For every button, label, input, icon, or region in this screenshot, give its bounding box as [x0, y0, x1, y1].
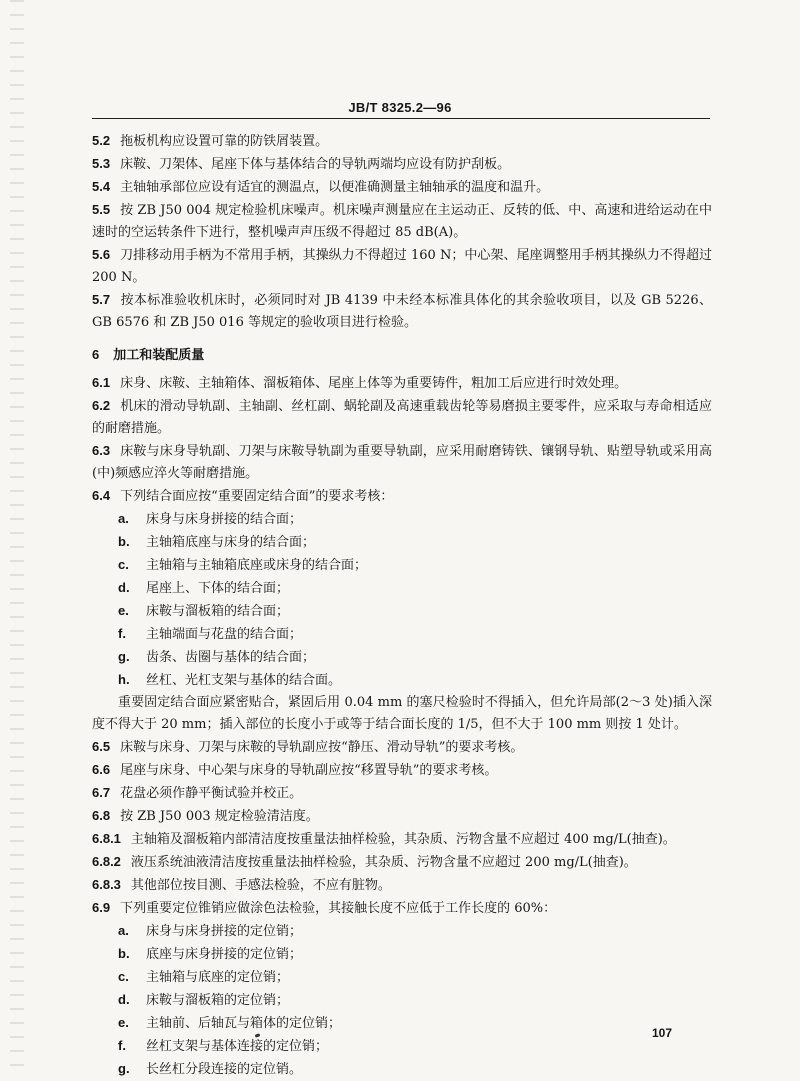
clause-text: 下列结合面应按“重要固定结合面”的要求考核： [120, 489, 394, 504]
list-item [92, 943, 712, 966]
clause-number: 6.8.3 [92, 877, 121, 892]
clause-text: 床鞍、刀架体、尾座下体与基体结合的导轨两端均应设有防护刮板。 [120, 157, 511, 172]
clause [92, 199, 712, 244]
list-item [92, 989, 712, 1012]
clause-text: 床鞍与床身导轨副、刀架与床鞍导轨副为重要导轨副，应采用耐磨铸铁、镶钢导轨、贴塑导轨或采用高(中)频感应淬火等耐磨措施。 [92, 444, 712, 481]
clause-note: 重要固定结合面应紧密贴合，紧固后用 0.04 mm 的塞尺检验时不得插入，但允许局部(2～3 处)插入深度不得大于 20 mm；插入部位的长度小于或等于结合面长度的 1/5，但不大于 100 mm 则按 1 处计。 [92, 695, 712, 732]
list-text: 丝杠、光杠支架与基体的结合面。 [146, 673, 342, 688]
list-text: 底座与床身拼接的定位销； [146, 947, 303, 962]
clause-text: 按 ZB J50 003 规定检验清洁度。 [120, 809, 319, 824]
list-item [92, 600, 712, 623]
clause-text: 床身、床鞍、主轴箱体、溜板箱体、尾座上体等为重要铸件，粗加工后应进行时效处理。 [120, 376, 628, 391]
list-letter: d. [118, 580, 130, 595]
list-item [92, 577, 712, 600]
list-item [92, 646, 712, 669]
header-rule [92, 118, 710, 119]
list-text: 床身与床身拼接的结合面； [146, 512, 303, 527]
clause-number: 5.7 [92, 292, 111, 307]
list-text: 齿条、齿圈与基体的结合面； [146, 650, 316, 665]
clause-number: 5.2 [92, 133, 111, 148]
list-text: 主轴箱底座与床身的结合面； [146, 535, 316, 550]
clause-number: 5.3 [92, 156, 111, 171]
list-text: 床鞍与溜板箱的定位销； [146, 993, 290, 1008]
clause-text: 尾座与床身、中心架与床身的导轨副应按“移置导轨”的要求考核。 [120, 763, 498, 778]
list-letter: g. [118, 1061, 130, 1076]
clause [92, 485, 712, 508]
clause [92, 176, 712, 199]
section-number: 6 [92, 347, 100, 362]
clause [92, 805, 712, 828]
clause [92, 395, 712, 440]
list-letter: g. [118, 649, 130, 664]
clause-text: 液压系统油液清洁度按重量法抽样检验，其杂质、污物含量不应超过 200 mg/L(抽查)。 [130, 855, 637, 870]
list-letter: c. [118, 969, 129, 984]
clause [92, 851, 712, 874]
list-item [92, 1012, 712, 1035]
page-header: JB/T 8325.2—96 [348, 100, 452, 115]
clause-number: 6.7 [92, 785, 111, 800]
list-letter: d. [118, 992, 130, 1007]
clause-number: 6.9 [92, 900, 111, 915]
list-text: 主轴箱与主轴箱底座或床身的结合面； [146, 558, 368, 573]
list-letter: e. [118, 603, 129, 618]
clause-text: 花盘必须作静平衡试验并校正。 [120, 786, 303, 801]
list-item [92, 966, 712, 989]
clause-text: 机床的滑动导轨副、主轴副、丝杠副、蜗轮副及高速重载齿轮等易磨损主要零件，应采取与寿命相适应的耐磨措施。 [92, 399, 712, 436]
document-body [92, 130, 712, 1081]
clause-number: 6.5 [92, 739, 111, 754]
clause-text: 拖板机构应设置可靠的防铁屑装置。 [120, 134, 329, 149]
clause [92, 244, 712, 289]
clause [92, 759, 712, 782]
list-item [92, 554, 712, 577]
list-letter: h. [118, 672, 130, 687]
binding-edge [10, 0, 24, 1072]
list-item [92, 1058, 712, 1081]
clause [92, 289, 712, 334]
clause-text: 刀排移动用手柄为不常用手柄，其操纵力不得超过 160 N；中心架、尾座调整用手柄其操纵力不得超过 200 N。 [92, 248, 712, 285]
clause [92, 130, 712, 153]
section-heading [92, 344, 712, 366]
clause [92, 153, 712, 176]
clause-number: 6.8.1 [92, 831, 121, 846]
list-letter: b. [118, 946, 130, 961]
clause-number: 6.8.2 [92, 854, 121, 869]
clause [92, 372, 712, 395]
clause [92, 828, 712, 851]
clause-number: 6.1 [92, 375, 111, 390]
clause-number: 5.5 [92, 202, 111, 217]
clause [92, 897, 712, 920]
list-letter: e. [118, 1015, 129, 1030]
list-text: 尾座上、下体的结合面； [146, 581, 290, 596]
list-text: 主轴前、后轴瓦与箱体的定位销； [146, 1016, 342, 1031]
list-letter: a. [118, 923, 129, 938]
list-item [92, 508, 712, 531]
clause-text: 主轴轴承部位应设有适宜的测温点，以便准确测量主轴轴承的温度和温升。 [120, 180, 550, 195]
clause-text: 按本标准验收机床时，必须同时对 JB 4139 中未经本标准具体化的其余验收项目，以及 GB 5226、GB 6576 和 ZB J50 016 等规定的验收项目进行检验。 [92, 293, 712, 330]
clause-number: 6.3 [92, 443, 111, 458]
clause-number: 6.8 [92, 808, 111, 823]
clause [92, 440, 712, 485]
list-item [92, 920, 712, 943]
list-letter: f. [118, 626, 126, 641]
list-item [92, 531, 712, 554]
clause-number: 6.2 [92, 398, 111, 413]
list-text: 床身与床身拼接的定位销； [146, 924, 303, 939]
list-item [92, 623, 712, 646]
list-text: 主轴端面与花盘的结合面； [146, 627, 303, 642]
clause-number: 6.6 [92, 762, 111, 777]
clause-number: 5.6 [92, 247, 111, 262]
clause-text: 下列重要定位锥销应做涂色法检验，其接触长度不应低于工作长度的 60%： [120, 901, 557, 916]
page-number: 107 [652, 1026, 673, 1040]
clause-text: 主轴箱及溜板箱内部清洁度按重量法抽样检验，其杂质、污物含量不应超过 400 mg/L(抽查)。 [130, 832, 676, 847]
list-letter: f. [118, 1038, 126, 1053]
list-item [92, 1035, 712, 1058]
list-letter: c. [118, 557, 129, 572]
clause-text: 其他部位按目测、手感法检验，不应有脏物。 [130, 878, 391, 893]
list-text: 长丝杠分段连接的定位销。 [146, 1062, 303, 1077]
clause [92, 736, 712, 759]
clause-number: 6.4 [92, 488, 111, 503]
clause-number: 5.4 [92, 179, 111, 194]
list-text: 床鞍与溜板箱的结合面； [146, 604, 290, 619]
clause [92, 874, 712, 897]
list-item [92, 669, 712, 692]
list-text: 丝杠支架与基体连接的定位销； [146, 1039, 329, 1054]
list-text: 主轴箱与底座的定位销； [146, 970, 290, 985]
clause-text: 床鞍与床身、刀架与床鞍的导轨副应按“静压、滑动导轨”的要求考核。 [120, 740, 524, 755]
clause [92, 782, 712, 805]
list-letter: a. [118, 511, 129, 526]
list-letter: b. [118, 534, 130, 549]
section-title: 加工和装配质量 [113, 347, 205, 362]
clause-text: 按 ZB J50 004 规定检验机床噪声。机床噪声测量应在主运动正、反转的低、中、高速和进给运动在中速时的空运转条件下进行，整机噪声声压级不得超过 85 dB(A)。 [92, 203, 712, 240]
